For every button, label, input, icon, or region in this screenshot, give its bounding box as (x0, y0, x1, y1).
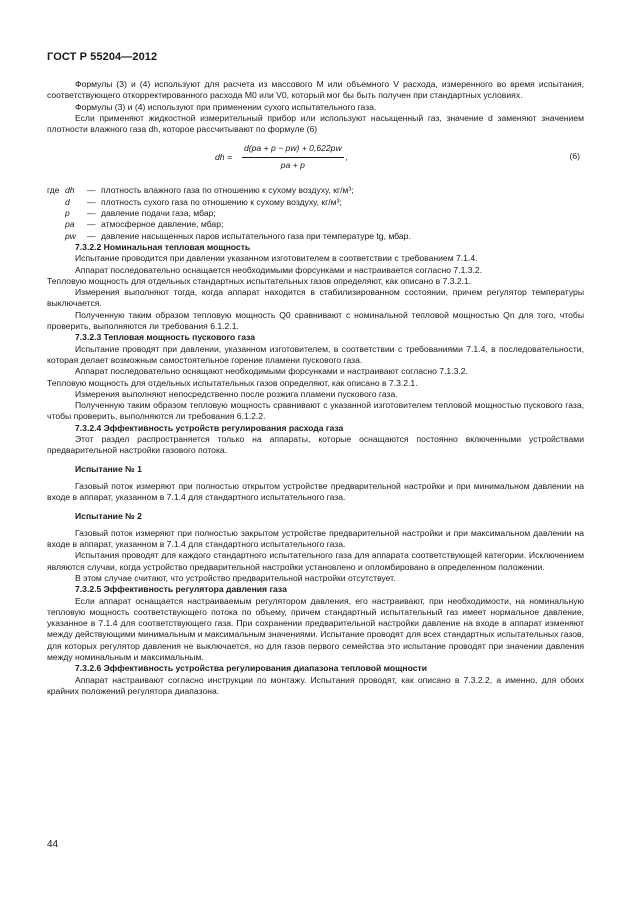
definition-symbol: pw (65, 230, 76, 241)
formula-denominator: pa + p (280, 159, 305, 170)
definition-lead: где (47, 185, 60, 196)
formula-lhs: dh = (215, 151, 232, 162)
definition-lead (47, 219, 65, 230)
definition-lead (47, 231, 65, 242)
section-paragraph: Если аппарат оснащается настраиваемым регулятором давления, его настраивают, при необходимости, на номинальную тепловую мощность соответствующего потока по объему, причем стандартный испытательный газ имеет нормальное давление, указанное в 7.1.4 для соответствующего газа. При сохранении предварительной настройки давление на входе в аппарат изменяют между действующими минимальным и максимальным значениями. Испытание проводят для всех стандартных испытательных газов, для которых регулятор давления не выключается, но для газов первого семейства это испытание проводят при значении давления между номинальным и максимальным. (47, 595, 584, 663)
definition-dash: — (87, 230, 96, 241)
section-heading: 7.3.2.3 Тепловая мощность пускового газа (75, 332, 256, 343)
definition-row (47, 185, 584, 196)
intro-paragraph: Формулы (3) и (4) используют для расчета из массового M или объемного V расхода, измеренного во время испытания, соответствующего откорректированного расхода M0 или V0, который мог бы быть получен при стандартных условиях. (47, 79, 584, 101)
definition-dash: — (87, 196, 96, 207)
definition-dash: — (87, 219, 96, 230)
section-paragraph: Измерения выполняют тогда, когда аппарат находится в стабилизированном состоянии, причем регулятор температуры выключается. (47, 287, 584, 309)
definition-symbol: p (65, 208, 70, 219)
section-paragraph: Тепловую мощность для отдельных стандартных испытательных газов определяют, как описано в 7.3.2.1. (47, 275, 472, 286)
section-paragraph: Аппарат настраивают согласно инструкции по монтажу. Испытания проводят, как описано в 7.3.2.2, а именно, для обоих крайних положений регулятора диапазона. (47, 674, 584, 696)
section-paragraph: Аппарат последовательно оснащается необходимыми форсунками и настраивается согласно 7.1.3.2. (75, 264, 483, 275)
section-heading: 7.3.2.4 Эффективность устройств регулирования расхода газа (75, 422, 344, 433)
definition-dash: — (87, 208, 96, 219)
definition-text: давление насыщенных паров испытательного газа при температуре tg, мбар. (101, 230, 411, 241)
test-title: Испытание № 1 (75, 463, 142, 474)
section-paragraph: Этот раздел распространяется только на аппараты, которые оснащаются постоянно включенными устройствами предварительной настройки газового потока. (47, 434, 584, 456)
definition-text: плотность влажного газа по отношению к сухому воздуху, кг/м³; (101, 185, 354, 196)
section-paragraph: Измерения выполняют непосредственно после розжига пламени пускового газа. (75, 388, 398, 399)
definition-text: атмосферное давление, мбар; (101, 219, 224, 230)
definition-dash: — (87, 185, 96, 196)
page-content (47, 79, 584, 697)
definition-text: плотность сухого газа по отношению к сухому воздуху, кг/м³; (101, 196, 342, 207)
formula-number: (6) (569, 151, 580, 162)
test-title: Испытание № 2 (75, 510, 142, 521)
formula-block (47, 141, 584, 177)
document-header: ГОСТ Р 55204—2012 (47, 51, 158, 63)
section-paragraph: Полученную таким образом тепловую мощность Q0 сравнивают с номинальной тепловой мощностью Qn для того, чтобы проверить, выполняются ли требования 6.1.2.1. (47, 309, 584, 332)
section-paragraph: Аппарат последовательно оснащают необходимыми форсунками и настраивают согласно 7.1.3.2. (75, 366, 468, 377)
formula-numerator: d(pa + p − pw) + 0,622pw (242, 143, 344, 157)
formula-6 (215, 143, 348, 171)
definition-symbol: dh (65, 185, 75, 196)
formula-fraction (242, 143, 344, 171)
section-paragraph: Испытание проводится при давлении указанном изготовителем в соответствии с требованием 7.1.4. (75, 253, 478, 264)
intro-paragraph: Если применяют жидкостной измерительный прибор или используют насыщенный газ, значение d заменяют значением плотности влажного газа dh, которое рассчитывают по формуле (6) (47, 112, 584, 135)
section-paragraph: Полученную таким образом тепловую мощность сравнивают с указанной изготовителем тепловой мощностью пускового газа, чтобы проверить, выполняются ли требования 6.1.2.2. (47, 400, 584, 422)
symbol-definitions (47, 185, 584, 241)
formula-tail: , (345, 151, 349, 162)
section-paragraph: Испытание проводят при давлении, указанном изготовителем, в соответствии с требованиями 7.1.4, в последовательности, которая делает возможным самостоятельное горение пламени пускового газа. (47, 343, 584, 365)
section-paragraph: Тепловую мощность для отдельных испытательных газов определяют, как описано в 7.3.2.1. (47, 377, 418, 388)
definition-symbol: d (65, 196, 70, 207)
test-paragraph: Испытания проводят для каждого стандартного испытательного газа для аппарата соответствующей категории. Исключением являются случаи, когда устройство предварительной настройки установлено и опломбировано в определенном положении. (47, 550, 584, 572)
test-paragraph: Газовый поток измеряют при полностью закрытом устройстве предварительной настройки и при максимальном давлении на входе в аппарат, указанном в 7.1.4 для стандартного испытательного газа. (47, 527, 584, 550)
intro-paragraph: Формулы (3) и (4) используют при применении сухого испытательного газа. (75, 101, 377, 112)
definition-row (47, 219, 584, 230)
page-number: 44 (47, 839, 59, 850)
section-heading: 7.3.2.2 Номинальная тепловая мощность (75, 241, 251, 252)
section-heading: 7.3.2.5 Эффективность регулятора давления газа (75, 584, 287, 595)
test-paragraph: В этом случае считают, что устройство предварительной настройки отсутствует. (75, 572, 396, 583)
section-heading: 7.3.2.6 Эффективность устройства регулирования диапазона тепловой мощности (75, 663, 428, 674)
definition-row (47, 208, 584, 219)
definition-lead (47, 197, 65, 208)
definition-row (47, 231, 584, 242)
test-paragraph: Газовый поток измеряют при полностью открытом устройстве предварительной настройки и при минимальном давлении на входе в аппарат, указанном в 7.1.4 для стандартного испытательного газа. (47, 480, 584, 503)
definition-text: давление подачи газа, мбар; (101, 208, 216, 219)
definition-lead (47, 208, 65, 219)
definition-symbol: pa (65, 219, 75, 230)
definition-row (47, 197, 584, 208)
